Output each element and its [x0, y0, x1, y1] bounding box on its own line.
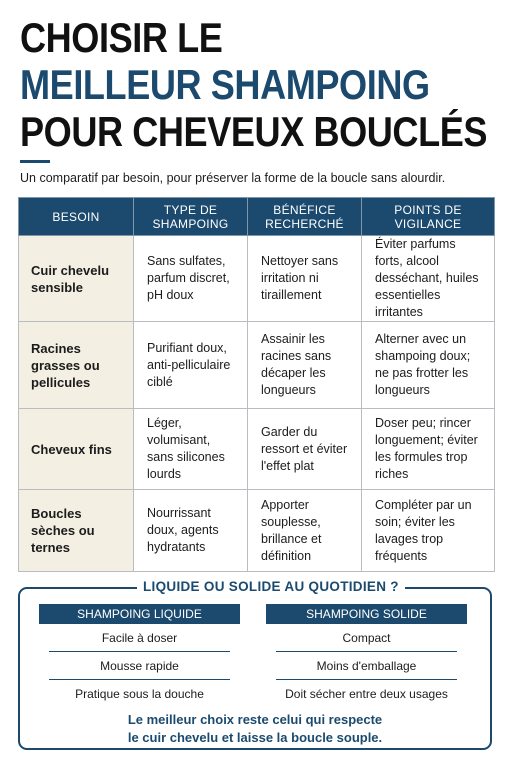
need-cell: Cheveux fins	[19, 409, 134, 490]
header-caution: POINTS DE VIGILANCE	[362, 198, 495, 236]
liquid-item: Mousse rapide	[49, 652, 230, 680]
solid-item: Compact	[276, 624, 457, 652]
solid-item: Moins d'emballage	[276, 652, 457, 680]
box-title: LIQUIDE OU SOLIDE AU QUOTIDIEN ?	[137, 579, 405, 594]
benefit-cell: Garder du ressort et éviter l'effet plat	[248, 409, 362, 490]
caution-cell: Éviter parfums forts, alcool desséchant, huiles essentielles irritantes	[362, 236, 495, 322]
need-cell: Racines grasses ou pellicules	[19, 322, 134, 409]
liquid-column	[39, 604, 240, 708]
title-line-3: POUR CHEVEUX BOUCLÉS	[20, 108, 488, 155]
conclusion-line-1: Le meilleur choix reste celui qui respecte	[127, 712, 383, 727]
type-cell: Léger, volumisant, sans silicones lourds	[134, 409, 248, 490]
table-row	[19, 490, 495, 572]
type-cell: Nourrissant doux, agents hydratants	[134, 490, 248, 572]
table-header-row	[19, 198, 495, 236]
benefit-cell: Nettoyer sans irritation ni tiraillement	[248, 236, 362, 322]
title-accent-line	[20, 160, 50, 163]
need-cell: Boucles sèches ou ternes	[19, 490, 134, 572]
solid-item: Doit sécher entre deux usages	[285, 687, 448, 701]
solid-header: SHAMPOING SOLIDE	[266, 604, 467, 624]
conclusion-text	[20, 711, 490, 747]
header-benefit: BÉNÉFICE RECHERCHÉ	[248, 198, 362, 236]
liquid-header: SHAMPOING LIQUIDE	[39, 604, 240, 624]
comparison-table	[18, 197, 495, 572]
header-need: BESOIN	[19, 198, 134, 236]
header-type: TYPE DE SHAMPOING	[134, 198, 248, 236]
caution-cell: Alterner avec un shampoing doux; ne pas frotter les longueurs	[362, 322, 495, 409]
benefit-cell: Assainir les racines sans décaper les longueurs	[248, 322, 362, 409]
type-cell: Purifiant doux, anti-pelliculaire ciblé	[134, 322, 248, 409]
title-line-2: MEILLEUR SHAMPOING	[20, 61, 430, 108]
subtitle: Un comparatif par besoin, pour préserver la forme de la boucle sans alourdir.	[20, 171, 446, 185]
benefit-cell: Apporter souplesse, brillance et définition	[248, 490, 362, 572]
liquid-item: Pratique sous la douche	[75, 687, 204, 701]
caution-cell: Compléter par un soin; éviter les lavages trop fréquents	[362, 490, 495, 572]
table-row	[19, 409, 495, 490]
title-line-1: CHOISIR LE	[20, 14, 223, 61]
table-row	[19, 236, 495, 322]
liquid-vs-solid-box	[18, 579, 492, 750]
conclusion-line-2: le cuir chevelu et laisse la boucle souple.	[127, 730, 383, 745]
type-cell: Sans sulfates, parfum discret, pH doux	[134, 236, 248, 322]
caution-cell: Doser peu; rincer longuement; éviter les formules trop riches	[362, 409, 495, 490]
page-title	[20, 14, 487, 155]
liquid-item: Facile à doser	[49, 624, 230, 652]
solid-column	[266, 604, 467, 708]
table-row	[19, 322, 495, 409]
need-cell: Cuir chevelu sensible	[19, 236, 134, 322]
